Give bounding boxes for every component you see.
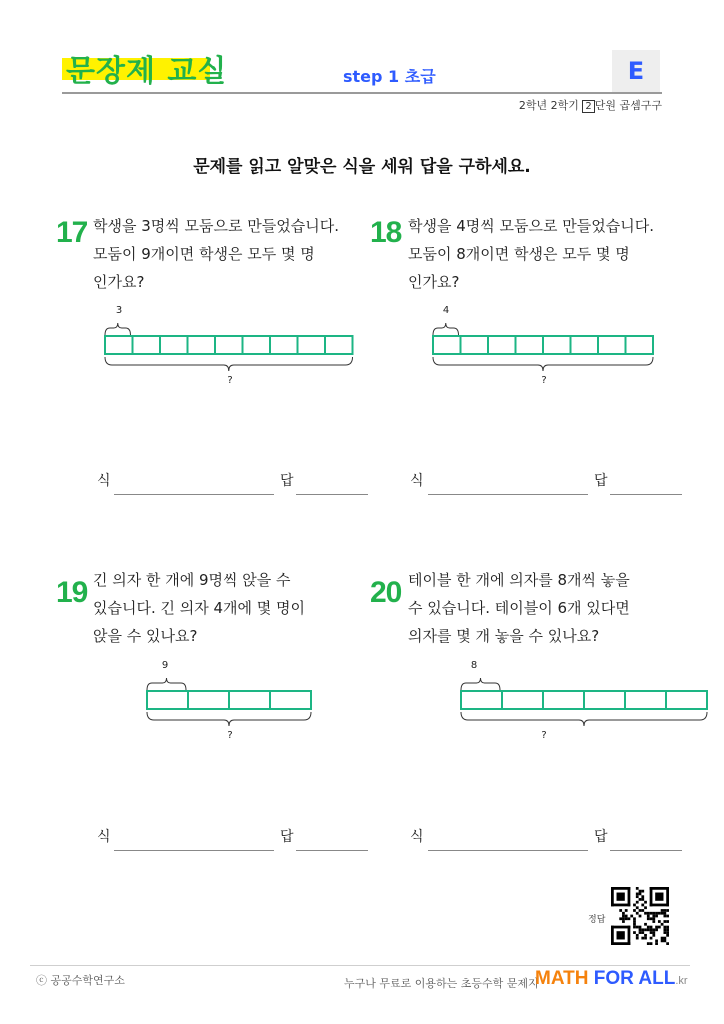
tape-segment [625,691,666,709]
tape-diagram [432,318,658,378]
qr-module [652,931,655,934]
tape-segment [461,336,489,354]
unit-value-label: 8 [470,660,478,671]
unit-suffix: 단원 곱셈구구 [594,99,662,112]
qr-module [666,928,669,931]
qr-module [661,923,664,926]
qr-module [661,939,664,942]
qr-module [639,893,642,896]
qr-module [641,931,644,934]
qr-module [661,912,664,915]
tape-segment [488,336,516,354]
qr-module [663,939,666,942]
unit-prefix: 2학년 2학기 [518,99,583,112]
qr-module [655,912,658,915]
problem-number: 18 [370,216,402,249]
tape-segment [270,691,311,709]
qr-module [641,898,644,901]
qr-module [650,942,653,945]
tape-segment [215,336,243,354]
answer-label: 답 [280,829,294,845]
answer-input-line[interactable] [296,850,368,851]
tape-segment [461,691,502,709]
qr-module [650,937,653,940]
problem-text: 테이블 한 개에 의자를 8개씩 놓을 수 있습니다. 테이블이 6개 있다면 의자를 몇 개 놓을 수 있나요? [408,571,630,645]
tape-segment [543,691,584,709]
qr-module [619,909,622,912]
qr-module [652,915,655,918]
qr-module [650,926,653,929]
qr-module [628,926,631,945]
qr-module [650,912,653,915]
tape-segment [598,336,626,354]
total-brace [105,357,353,371]
header-divider [62,92,662,94]
qr-module [663,931,666,934]
qr-module [652,928,655,931]
qr-module [641,895,644,898]
qr-module [658,920,661,923]
qr-module [650,917,653,920]
qr-module [647,915,650,918]
qr-module [630,915,633,918]
qr-module [647,942,650,945]
qr-module [636,934,639,937]
qr-module [644,937,647,940]
qr-module [622,912,625,915]
tape-segment [502,691,543,709]
qr-module [633,917,636,920]
qr-module [633,931,636,934]
qr-module [625,909,628,912]
brand-forall: FOR ALL [593,968,676,989]
qr-module [622,920,625,923]
qr-module [666,931,669,934]
expression-label: 식 [410,829,424,845]
qr-module [617,893,625,901]
qr-module [644,928,647,931]
tape-diagram [460,673,628,733]
qr-module [661,937,664,940]
footer-slogan: 누구나 무료로 이용하는 초등수학 문제지 [344,977,539,990]
brand-math: MATH [535,968,589,989]
expression-input-line[interactable] [114,494,274,495]
total-label: ? [541,730,547,741]
answer-qr-label: 정답 [588,915,606,925]
answer-input-line[interactable] [296,494,368,495]
problem-number: 20 [370,576,402,609]
problem-text: 학생을 4명씩 모둠으로 만들었습니다. 모둠이 8개이면 학생은 모두 몇 명 인가요? [408,217,654,291]
qr-module [666,920,669,923]
qr-module [636,937,639,940]
qr-module [622,915,625,918]
qr-module [655,939,658,942]
unit-number: 2 [582,100,594,113]
qr-module [663,926,666,929]
brand-logo [535,968,688,990]
qr-module [658,912,661,915]
qr-module [652,920,655,923]
qr-module [663,920,666,923]
expression-input-line[interactable] [114,850,274,851]
qr-module [644,923,647,926]
qr-module [647,917,650,920]
total-brace [433,357,653,371]
qr-module [647,928,650,931]
qr-module [666,926,669,929]
expression-label: 식 [97,473,111,489]
qr-module [663,909,666,912]
tape-segment [160,336,188,354]
answer-input-line[interactable] [610,494,682,495]
answer-label: 답 [594,473,608,489]
qr-module [636,906,639,909]
qr-module [647,912,650,915]
qr-module [633,923,636,926]
qr-module [639,926,642,929]
tape-segment [571,336,599,354]
tape-diagram [104,318,356,378]
brand-kr: .kr [675,975,688,987]
unit-brace [461,678,500,690]
unit-value-label: 3 [115,305,123,316]
qr-module [655,893,663,901]
footer-divider [30,965,690,966]
qr-module [639,909,642,912]
qr-code-icon[interactable] [611,887,669,945]
qr-module [633,920,636,923]
total-brace [461,712,707,726]
tape-segment [298,336,326,354]
tape-segment [147,691,188,709]
qr-module [652,917,655,920]
copyright-text: ⓒ 공공수학연구소 [36,974,125,987]
qr-module [641,890,644,893]
qr-module [625,917,628,920]
qr-module [650,887,653,906]
unit-brace [105,323,131,335]
qr-module [661,909,664,912]
qr-module [636,895,639,898]
tape-segment [105,336,133,354]
qr-module [650,887,669,890]
qr-module [633,904,636,907]
qr-module [611,942,630,945]
qr-module [611,926,614,945]
tape-segment [188,336,216,354]
qr-module [639,915,642,918]
tape-segment [270,336,298,354]
qr-module [666,915,669,918]
qr-module [628,887,631,906]
total-label: ? [227,730,233,741]
qr-module [650,904,669,907]
qr-module [633,909,636,912]
qr-module [639,931,642,934]
qr-module [644,901,647,904]
qr-module [650,928,653,931]
qr-module [622,917,625,920]
qr-module [611,887,614,906]
tape-segment [188,691,229,709]
qr-module [644,934,647,937]
qr-module [639,928,642,931]
unit-brace [147,678,186,690]
answer-input-line[interactable] [610,850,682,851]
total-label: ? [227,375,233,386]
qr-module [619,917,622,920]
qr-module [647,926,650,929]
qr-module [641,928,644,931]
expression-input-line[interactable] [428,850,588,851]
tape-diagram [146,673,314,733]
qr-module [655,928,658,931]
level-badge: E [612,50,660,92]
qr-module [663,912,666,915]
instruction-text: 문제를 읽고 알맞은 식을 세워 답을 구하세요. [193,157,531,177]
problem-text: 긴 의자 한 개에 9명씩 앉을 수 있습니다. 긴 의자 4개에 몇 명이 앉을 수 있나요? [93,571,306,645]
page-title: 문장제 교실 [66,54,228,89]
tape-segment [584,691,625,709]
qr-module [658,926,661,929]
qr-module [666,887,669,906]
qr-module [663,928,666,931]
expression-label: 식 [97,829,111,845]
qr-module [639,898,642,901]
unit-value-label: 4 [442,305,450,316]
qr-module [663,915,666,918]
answer-label: 답 [280,473,294,489]
answer-label: 답 [594,829,608,845]
qr-module [611,887,630,890]
tape-segment [133,336,161,354]
tape-segment [626,336,654,354]
qr-module [641,909,644,912]
qr-module [617,931,625,939]
expression-input-line[interactable] [428,494,588,495]
qr-module [628,917,631,920]
qr-module [639,890,642,893]
qr-module [625,915,628,918]
qr-module [666,942,669,945]
qr-module [636,912,639,915]
qr-module [666,934,669,937]
qr-module [641,904,644,907]
qr-module [655,926,658,929]
qr-module [636,887,639,890]
qr-module [644,906,647,909]
qr-module [652,934,655,937]
qr-module [644,912,647,915]
qr-module [663,937,666,940]
unit-value-label: 9 [161,660,169,671]
qr-module [611,904,630,907]
unit-brace [433,323,459,335]
qr-module [611,926,630,929]
problem-number: 19 [56,576,88,609]
qr-module [636,926,639,929]
tape-segment [243,336,271,354]
qr-module [650,931,653,934]
qr-module [666,909,669,912]
tape-segment [516,336,544,354]
unit-label [519,97,662,113]
qr-module [636,901,639,904]
problem-number: 17 [56,216,88,249]
step-label: step 1 초급 [343,67,436,86]
problem-text: 학생을 3명씩 모둠으로 만들었습니다. 모둠이 9개이면 학생은 모두 몇 명 인가요? [93,217,339,291]
qr-module [652,912,655,915]
tape-segment [229,691,270,709]
qr-module [641,937,644,940]
tape-segment [433,336,461,354]
tape-segment [543,336,571,354]
tape-segment [666,691,707,709]
expression-label: 식 [410,473,424,489]
qr-module [633,926,636,929]
qr-module [655,915,658,918]
tape-segment [325,336,353,354]
qr-module [636,893,639,896]
total-label: ? [541,375,547,386]
qr-module [655,942,658,945]
total-brace [147,712,311,726]
